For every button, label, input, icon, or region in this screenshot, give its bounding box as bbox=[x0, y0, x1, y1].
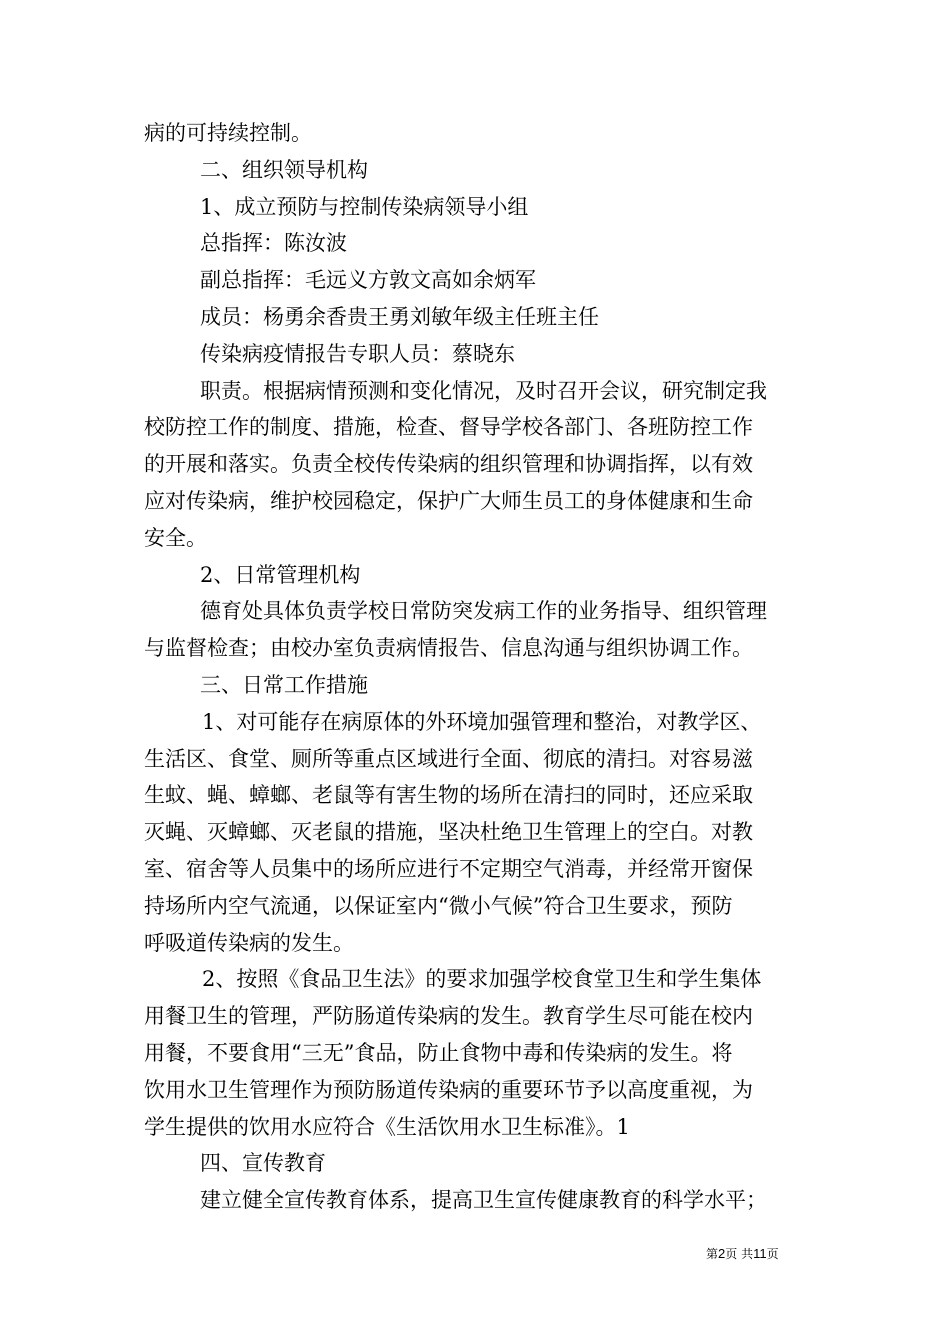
body-text-line: 用餐，不要食用“三无”食品，防止食物中毒和传染病的发生。将 bbox=[144, 1040, 733, 1065]
body-text-line: 1、对可能存在病原体的外环境加强管理和整治，对教学区、 bbox=[202, 709, 762, 734]
current-page-number: 2 bbox=[718, 1246, 726, 1261]
body-text-line: 室、宿舍等人员集中的场所应进行不定期空气消毒，并经常开窗保 bbox=[144, 856, 753, 881]
body-text-line: 学生提供的饮用水应符合《生活饮用水卫生标准》。1 bbox=[144, 1114, 630, 1139]
body-text-line: 安全。 bbox=[144, 525, 207, 550]
footer-suffix: 页 bbox=[766, 1247, 779, 1261]
body-text-line: 传染病疫情报告专职人员：蔡晓东 bbox=[200, 341, 515, 366]
body-text-line: 四、宣传教育 bbox=[200, 1151, 326, 1176]
body-text-line: 二、组织领导机构 bbox=[200, 157, 368, 182]
body-text-line: 成员：杨勇余香贵王勇刘敏年级主任班主任 bbox=[200, 304, 599, 329]
body-text-line: 灭蝇、灭蟑螂、灭老鼠的措施，坚决杜绝卫生管理上的空白。对教 bbox=[144, 820, 753, 845]
body-text-line: 2、按照《食品卫生法》的要求加强学校食堂卫生和学生集体 bbox=[202, 967, 762, 992]
footer-middle: 页 共 bbox=[725, 1247, 754, 1261]
body-text-line: 饮用水卫生管理作为预防肠道传染病的重要环节予以高度重视，为 bbox=[144, 1077, 753, 1102]
body-text-line: 1、成立预防与控制传染病领导小组 bbox=[200, 194, 529, 219]
footer-prefix: 第 bbox=[706, 1247, 719, 1261]
body-text-line: 生活区、食堂、厕所等重点区域进行全面、彻底的清扫。对容易滋 bbox=[144, 746, 753, 771]
body-text-line: 用餐卫生的管理，严防肠道传染病的发生。教育学生尽可能在校内 bbox=[144, 1004, 753, 1029]
body-text-line: 2、日常管理机构 bbox=[200, 562, 361, 587]
document-body bbox=[144, 115, 810, 1219]
body-text-line: 德育处具体负责学校日常防突发病工作的业务指导、组织管理 bbox=[200, 599, 767, 624]
body-text-line: 校防控工作的制度、措施，检查、督导学校各部门、各班防控工作 bbox=[144, 415, 753, 440]
page-footer bbox=[706, 1245, 779, 1262]
body-text-line: 应对传染病，维护校园稳定，保护广大师生员工的身体健康和生命 bbox=[144, 488, 753, 513]
body-text-line: 建立健全宣传教育体系，提高卫生宣传健康教育的科学水平； bbox=[200, 1188, 767, 1213]
total-pages-number: 11 bbox=[753, 1246, 767, 1261]
body-text-line: 副总指挥：毛远义方敦文高如余炳军 bbox=[200, 268, 536, 293]
body-text-line: 三、日常工作措施 bbox=[200, 672, 368, 697]
body-text-line: 持场所内空气流通，以保证室内“微小气候”符合卫生要求，预防 bbox=[144, 893, 733, 918]
body-text-line: 与监督检查；由校办室负责病情报告、信息沟通与组织协调工作。 bbox=[144, 636, 753, 661]
body-text-line: 病的可持续控制。 bbox=[144, 121, 312, 145]
body-text-line: 的开展和落实。负责全校传传染病的组织管理和协调指挥，以有效 bbox=[144, 452, 753, 477]
body-text-line: 职责。根据病情预测和变化情况，及时召开会议，研究制定我 bbox=[200, 378, 767, 403]
body-text-line: 总指挥：陈汝波 bbox=[200, 231, 347, 256]
body-text-line: 呼吸道传染病的发生。 bbox=[144, 930, 354, 955]
body-text-line: 生蚊、蝇、蟑螂、老鼠等有害生物的场所在清扫的同时，还应采取 bbox=[144, 783, 753, 808]
